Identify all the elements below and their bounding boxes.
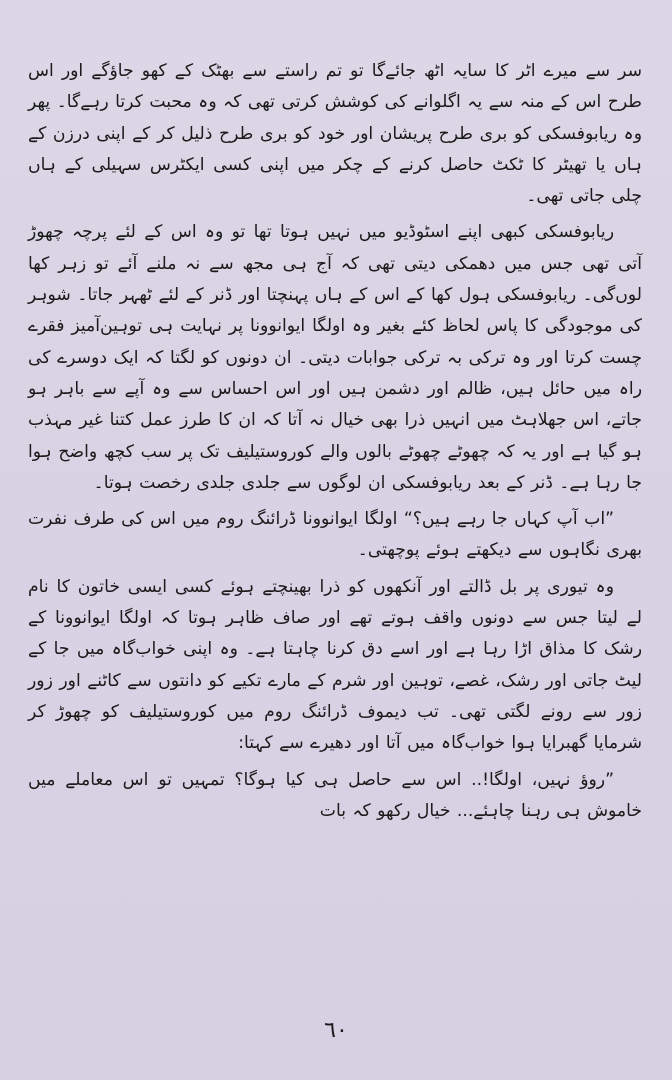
- paragraph-5: ”روؤ نہیں، اولگا!.. اس سے حاصل ہی کیا ہوگا؟ تمہیں تو اس معاملے میں خاموش ہی رہنا چاہئے... خیال رکھو کہ بات: [28, 769, 642, 821]
- paragraph-4: وہ تیوری پر بل ڈالتے اور آنکھوں کو ذرا بھینچتے ہوئے کسی ایسی خاتون کا نام لے لیتا جس سے دونوں واقف ہوتے تھے اور صاف ظاہر ہوتا کہ اولگا ایوانوونا کے رشک کا مذاق اڑا رہا ہے اور اسے دق کرنا چاہتا ہے۔ وہ اپنی خواب‌گاہ میں جا کے لیٹ جاتی اور رشک، غصے، توہین اور شرم کے مارے تکیے کو دانتوں سے کاٹنے اور زور زور سے رونے لگتی تھی۔ تب دیموف ڈرائنگ روم میں کوروستیلیف کو چھوڑ کر شرمایا گھبرایا ہوا خواب‌گاہ میں آتا اور دھیرے سے کہتا:: [28, 576, 642, 754]
- paragraph-1: سر سے میرے اٹر کا سایہ اٹھ جائےگا تو تم راستے سے بھٹک کے کھو جاؤگے اور اس طرح اس کے منہ سے یہ اگلوانے کی کوشش کرتی تھی کہ وہ محبت کرتا رہےگا۔ پھر وہ ریابوفسکی کو بری طرح پریشان اور خود کو بری طرح ذلیل کر کے اپنی درزن کے ہاں یا تھیٹر کا ٹکٹ حاصل کرنے کے چکر میں اپنی کسی ایکٹرس سہیلی کے ہاں چلی جاتی تھی۔: [28, 61, 642, 207]
- paragraph-3: ”اب آپ کہاں جا رہے ہیں؟“ اولگا ایوانوونا ڈرائنگ روم میں اس کی طرف نفرت بھری نگاہوں سے دیکھتے ہوئے پوچھتی۔: [28, 509, 642, 561]
- paragraph-2: ریابوفسکی کبھی اپنے اسٹوڈیو میں نہیں ہوتا تھا تو وہ اس کے لئے پرچہ چھوڑ آتی تھی جس میں دھمکی دیتی تھی کہ آج ہی مجھ سے نہ ملنے آئے تو زہر کھا لوں‌گی۔ ریابوفسکی ہول کھا کے اس کے ہاں پہنچتا اور ڈنر کے لئے ٹھہر جاتا۔ شوہر کی موجودگی کا پاس لحاظ کئے بغیر وہ اولگا ایوانوونا پر نہایت ہی توہین‌آمیز فقرے چست کرتا اور وہ ترکی بہ ترکی جوابات دیتی۔ ان دونوں کو لگتا کہ ایک دوسرے کی راہ میں حائل ہیں، ظالم اور دشمن ہیں اور اس احساس سے وہ آپے سے باہر ہو جاتے، اس جھلاہٹ میں انہیں ذرا بھی خیال نہ آتا کہ ان کا طرز عمل کتنا غیر مہذب ہو گیا ہے اور یہ کہ چھوٹے چھوٹے بالوں والے کوروستیلیف تک پر سب کچھ واضح ہوا جا رہا ہے۔ ڈنر کے بعد ریابوفسکی ان لوگوں سے جلدی جلدی رخصت ہوتا۔: [28, 222, 642, 493]
- body-text: [28, 56, 642, 832]
- page-number: ٦٠: [324, 1018, 348, 1043]
